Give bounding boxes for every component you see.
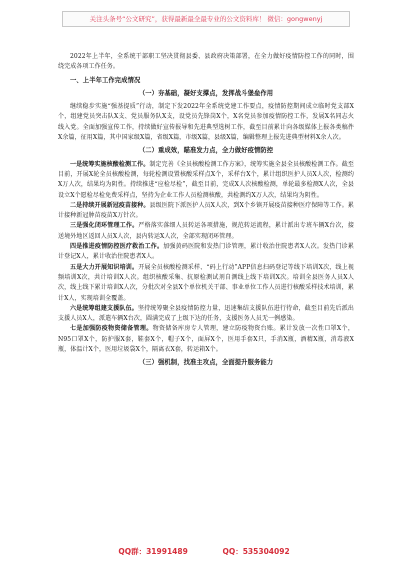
- paragraph-supplies: [58, 324, 354, 355]
- paragraph-lead: 五是大力开展知识培训。: [70, 263, 139, 271]
- qq-number[interactable]: QQ：535304092: [222, 547, 290, 556]
- paragraph-lead: 一是统筹实施核酸检测工作。: [70, 160, 150, 168]
- paragraph-training: [58, 263, 354, 304]
- paragraph-lead: 二是持续开展新冠疫苗接种。: [70, 201, 150, 209]
- subsection-heading-3: （三）强机制，找准主攻点，全面提升服务能力: [138, 359, 274, 367]
- subsection-heading-1: （一）夯基础，凝好支撑点，发挥战斗堡垒作用: [138, 89, 274, 97]
- paragraph-text: 严格落实落细人员转运各项措施，规范转运流程，累计派出专班车辆X台次，接送境外地区返回人员X人次，县内转运X人次，全部实现闭环管理。: [58, 222, 354, 240]
- paragraph-closed-loop: [58, 221, 354, 242]
- intro-paragraph: 2022年上半年，全系统干部职工坚决贯彻县委、县政府决策部署，在全力做好疫情防控工作的同时，围绕完成各项工作任务。: [58, 53, 354, 71]
- paragraph-text: 加强黄码医院和发热门诊管理，累计收治住院患者X人次。发热门诊累计登记X人，累计收治住院患者X人。: [58, 243, 354, 261]
- document-body: [58, 52, 354, 372]
- section-heading: 一、上半年工作完成情况: [70, 76, 141, 84]
- paragraph-nucleic-testing: [58, 160, 354, 201]
- paragraph-medical-treatment: [58, 242, 354, 263]
- paragraph-text: 开展全员核酸检测采样、“码上行动”APP信息扫码登记等线下培训X次，线上视频培训X次，共计培训X人次。组织核酸采集、抗原检测试剂自测线上线下培训X次。培训全县医务人员X人次，线上线下累计培训X人次，分批次对全县X个单位机关干部、事业单位工作人员进行核酸采样技术培训，累计X人，实现培训全覆盖。: [58, 263, 354, 302]
- paragraph-lead: 三是强化闭环管理工作。: [70, 222, 139, 230]
- paragraph-vaccination: [58, 201, 354, 222]
- paragraph-lead: 四是推进疫情防控医疗救治工作。: [70, 243, 164, 251]
- qq-group[interactable]: QQ群：31991489: [118, 547, 188, 556]
- promo-banner[interactable]: 关注头条号“公文研究”，获得最新最全最专业的公文资料库！ 微信：gongwenyj: [62, 11, 350, 27]
- paragraph-lead: 六是统筹组建支援队伍。: [70, 304, 138, 312]
- paragraph-support-teams: [58, 304, 354, 325]
- paragraph-text: 县级医院下派医护人员X人次，到X个乡镇开展疫苗接种医疗保障等工作。累计接种新冠肿苗疫苗X万针次。: [58, 201, 354, 220]
- subsection-heading-2: （二）重成效，瞄准发力点，全力做好疫情防控: [138, 147, 274, 155]
- paragraph-text: 坚持统筹聚全县疫情防控力量，迅速集结支援队伍进行待命，截至目前先后派出支援人员X人，派遣车辆X台次，圆满完成了上级下达的任务，支援医务人员无一例感染。: [58, 304, 354, 323]
- paragraph-text: 物资储备库房专人管理，建立防疫物资台账。累计发放一次性口罩X个，N95口罩X个，防护服X套，鞋套X个，帽子X个，面屏X个，医用手套X只，手消X瓶，酒精X瓶，消毒液X瓶，体温计X个，医用垃圾袋X个，隔离衣X套，转运箱X个。: [58, 325, 354, 354]
- contact-footer: [0, 546, 408, 557]
- paragraph-text: 制定完善《全员核酸检测工作方案》，统筹实施全县全员核酸检测工作。截至目前，开展X轮全员核酸检测，每轮检测设置核酸采样点X个，采样台X个，累计组织医护人员X人次，检测约X万人次，结果均为阴性。持续推进“应检尽检”，截至目前，完成X人次核酸检测，单轮最多检测X人次，全县设立X个愿检尽检免费采样点，坚持为企业工作人员检测核酸，共检测约X万人次，结果均为阴性。: [58, 160, 354, 199]
- paragraph-party-building: 继续稳步实施“强基提质”行动，制定下发2022年全系统党建工作要点，疫情防控期间成立临时党支部X个，组建党员突击队X支、党员服务队X支，设党员先锋岗X个，X名党员参加疫情防控工作，发展X名同志火线入党。全面加强宣传工作，持续做好宣传报导和先进典型选树工作，截至目前累计向各级媒体上报各类稿件X余篇，征用X篇，其中国家级X篇，省级X篇，市级X篇，县级X篇，编辑整理上报先进典型材料X余人次。: [58, 103, 354, 142]
- paragraph-lead: 七是加强防疫物资储备管理。: [70, 325, 153, 333]
